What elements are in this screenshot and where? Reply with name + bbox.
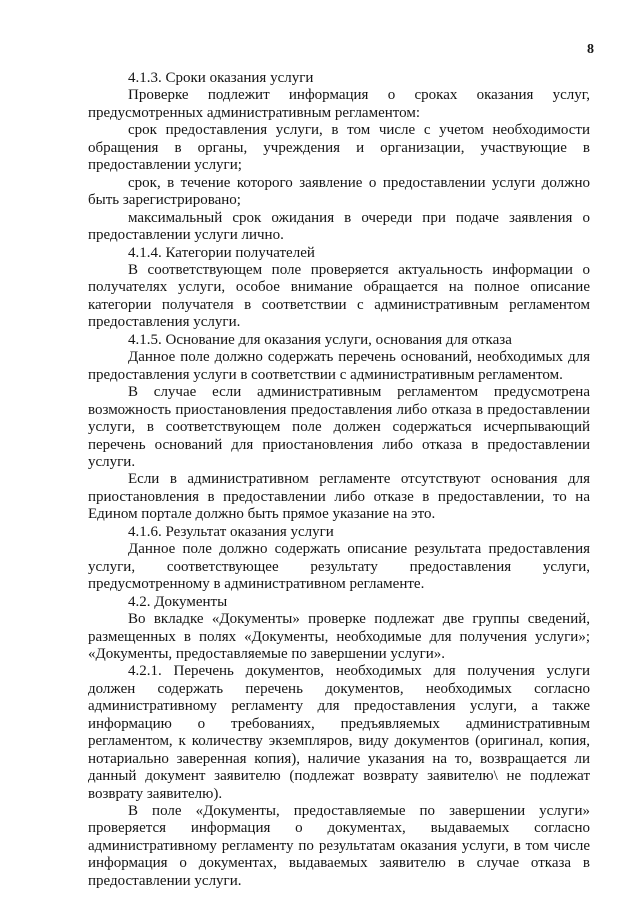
paragraph: Если в административном регламенте отсутствуют основания для приостановления в предоставлении либо отказе в предоставлении, то на Едином портале должно быть прямое указание на это. <box>88 471 590 523</box>
section-heading-4-2: 4.2. Документы <box>128 593 228 610</box>
page-number: 8 <box>587 42 594 57</box>
section-heading-4-1-5: 4.1.5. Основание для оказания услуги, основания для отказа <box>128 331 512 348</box>
list-item: срок предоставления услуги, в том числе с учетом необходимости обращения в органы, учреждения и организации, участвующие в предоставлении услуги; <box>88 122 590 174</box>
list-item: максимальный срок ожидания в очереди при подаче заявления о предоставлении услуги лично. <box>88 209 590 244</box>
section-heading-4-1-3: 4.1.3. Сроки оказания услуги <box>128 70 314 86</box>
section-heading-4-1-4: 4.1.4. Категории получателей <box>128 244 315 261</box>
section-heading-4-1-6: 4.1.6. Результат оказания услуги <box>128 523 334 540</box>
paragraph: Проверке подлежит информация о сроках оказания услуг, предусмотренных административным регламентом: <box>88 87 590 121</box>
paragraph: В поле «Документы, предоставляемые по завершении услуги» проверяется информация о документах, выдаваемых согласно административному регламенту по результатам оказания услуги, в том числе информация о документах, выдаваемых заявителю в случае отказа в предоставлении услуги. <box>88 803 590 889</box>
document-body <box>88 70 590 890</box>
list-item: срок, в течение которого заявление о предоставлении услуги должно быть зарегистрировано; <box>88 174 590 209</box>
paragraph: В случае если административным регламентом предусмотрена возможность приостановления предоставления либо отказа в предоставлении услуги, в соответствующем поле должен содержаться исчерпывающий перечень оснований для приостановления либо отказа в предоставлении услуги. <box>88 384 590 470</box>
paragraph: Во вкладке «Документы» проверке подлежат две группы сведений, размещенных в полях «Документы, необходимые для получения услуги»; «Документы, предоставляемые по завершении услуги». <box>88 611 590 662</box>
paragraph: В соответствующем поле проверяется актуальность информации о получателях услуги, особое внимание обращается на полное описание категории получателя в соответствии с административным регламентом предоставления услуги. <box>88 261 590 331</box>
paragraph: 4.2.1. Перечень документов, необходимых для получения услуги должен содержать перечень документов, необходимых согласно административному регламенту для предоставления услуги, а также информацию о требованиях, предъявляемых административным регламентом, к количеству экземпляров, виду документов (оригинал, копия, нотариально заверенная копия), наличие указания на то, возвращается ли данный документ заявителю (подлежат возврату заявителю\ не подлежат возврату заявителю). <box>88 663 590 802</box>
paragraph: Данное поле должно содержать описание результата предоставления услуги, соответствующее результату предоставления услуги, предусмотренному в административном регламенте. <box>88 541 590 593</box>
paragraph: Данное поле должно содержать перечень оснований, необходимых для предоставления услуги в соответствии с административным регламентом. <box>88 349 590 383</box>
